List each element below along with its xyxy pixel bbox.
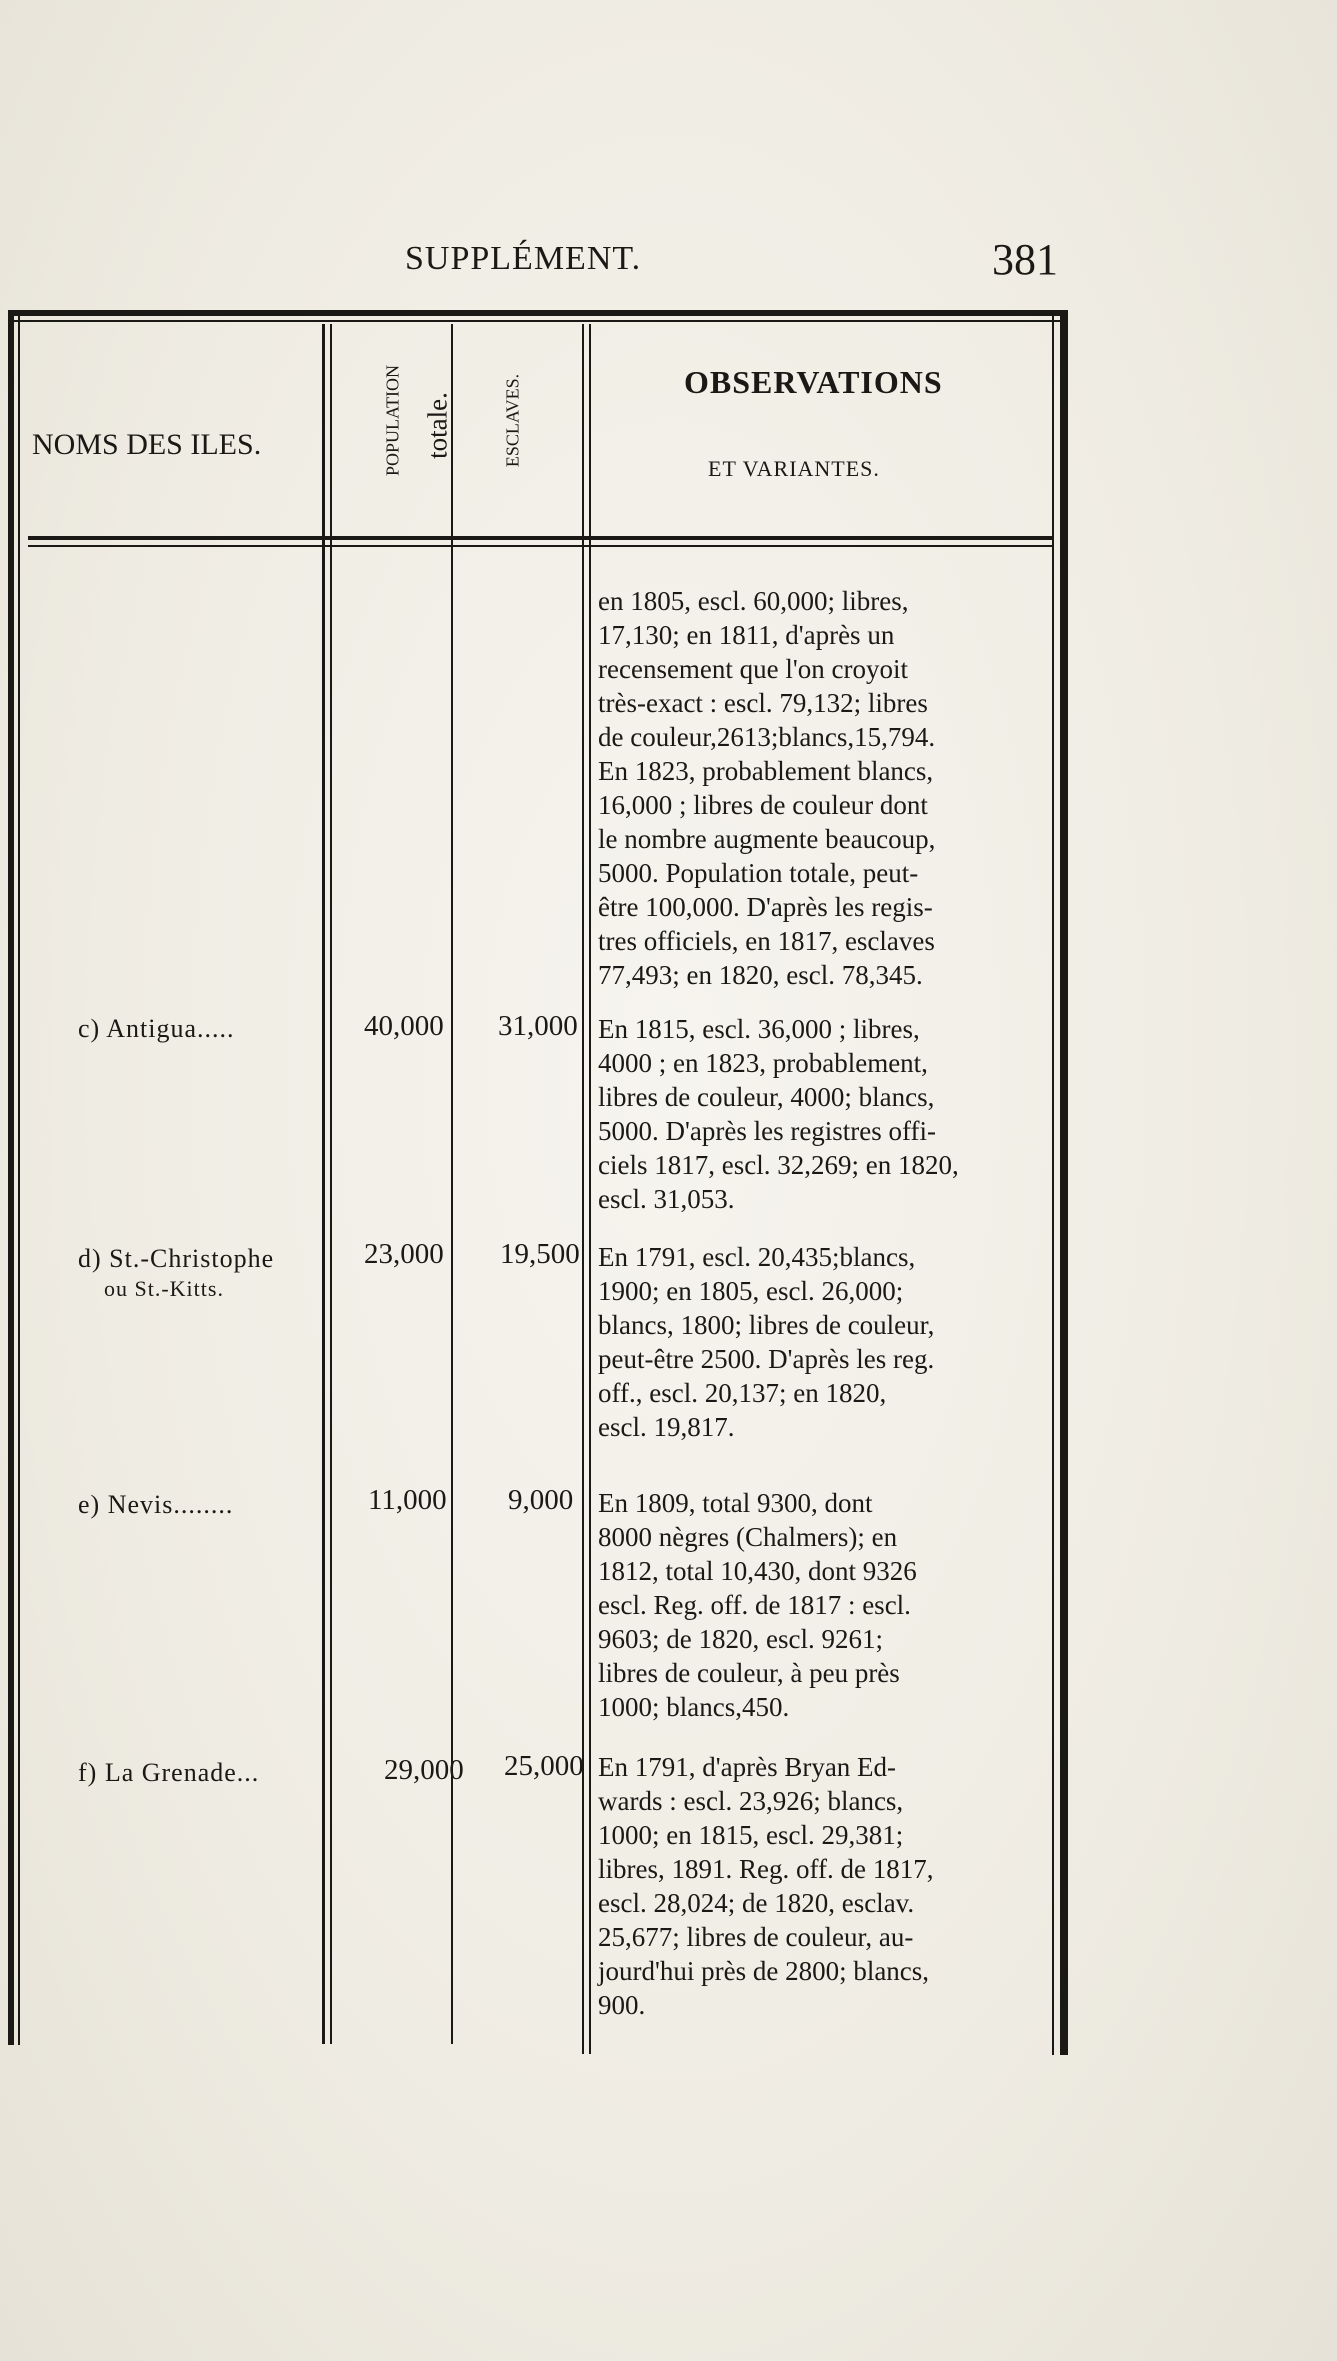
population-la-grenade: 29,000 bbox=[384, 1754, 464, 1786]
island-name-st-kitts-line2: ou St.-Kitts. bbox=[104, 1276, 224, 1301]
header-slaves: ESCLAVES. bbox=[502, 373, 523, 468]
col-rule-1 bbox=[322, 324, 325, 2044]
left-border bbox=[8, 310, 14, 2045]
col-rule-3 bbox=[582, 324, 584, 2054]
page-number: 381 bbox=[992, 235, 1058, 284]
slaves-nevis: 9,000 bbox=[508, 1484, 574, 1516]
continued-observation: en 1805, escl. 60,000; libres, 17,130; en 1811, d'après un recensement que l'on croyoit très-exact : escl. 79,132; libres de couleur,2613;blancs,15,794. En 1823, probablement blancs, 16,000 ; libres de couleur dont le nombre augmente beaucoup, 5000. Population totale, peut- être 100,000. D'après les regis- tres officiels, en 1817, esclaves 77,493; en 1820, escl. 78,345. bbox=[598, 586, 936, 990]
col-rule-3b bbox=[589, 324, 591, 2054]
header-rule bbox=[28, 536, 1052, 540]
col-rule-1b bbox=[330, 324, 332, 2044]
population-nevis: 11,000 bbox=[368, 1484, 447, 1516]
island-name-antigua: c) Antigua..... bbox=[78, 1014, 235, 1043]
header-population-top: POPULATION bbox=[382, 365, 403, 477]
slaves-la-grenade: 25,000 bbox=[504, 1750, 584, 1782]
observation-nevis: En 1809, total 9300, dont 8000 nègres (Chalmers); en 1812, total 10,430, dont 9326 escl. Reg. off. de 1817 : escl. 9603; de 1820, escl. 9261; libres de couleur, à peu près 1000; blancs,450. bbox=[598, 1488, 917, 1722]
observation-st-kitts: En 1791, escl. 20,435;blancs, 1900; en 1805, escl. 26,000; blancs, 1800; libres de couleur, peut-être 2500. D'après les reg. off., escl. 20,137; en 1820, escl. 19,817. bbox=[598, 1242, 935, 1442]
observation-la-grenade: En 1791, d'après Bryan Ed- wards : escl. 23,926; blancs, 1000; en 1815, escl. 29,381; libres, 1891. Reg. off. de 1817, escl. 28,024; de 1820, esclav. 25,677; libres de couleur, au- jourd'hui près de 2800; blancs, 900. bbox=[598, 1752, 934, 2020]
slaves-antigua: 31,000 bbox=[498, 1010, 578, 1042]
left-border-thin bbox=[18, 310, 20, 2045]
island-name-la-grenade: f) La Grenade... bbox=[78, 1758, 260, 1787]
observation-antigua: En 1815, escl. 36,000 ; libres, 4000 ; en 1823, probablement, libres de couleur, 4000; blancs, 5000. D'après les registres offi- ciels 1817, escl. 32,269; en 1820, escl. 31,053. bbox=[598, 1014, 959, 1214]
header-population-bottom: totale. bbox=[422, 392, 453, 459]
header-observations-sub: ET VARIANTES. bbox=[708, 456, 880, 481]
island-name-nevis: e) Nevis........ bbox=[78, 1490, 234, 1519]
header-observations: OBSERVATIONS bbox=[684, 364, 943, 400]
top-rule bbox=[8, 310, 1068, 316]
population-st-kitts: 23,000 bbox=[364, 1238, 444, 1270]
population-antigua: 40,000 bbox=[364, 1010, 444, 1042]
header-names: NOMS DES ILES. bbox=[32, 428, 262, 461]
running-head: SUPPLÉMENT. bbox=[405, 240, 642, 277]
slaves-st-kitts: 19,500 bbox=[500, 1238, 580, 1270]
top-rule-thin bbox=[8, 320, 1068, 322]
header-rule-thin bbox=[28, 545, 1052, 547]
island-name-st-kitts: d) St.-Christophe bbox=[78, 1244, 275, 1273]
islands-table bbox=[8, 310, 1068, 2045]
